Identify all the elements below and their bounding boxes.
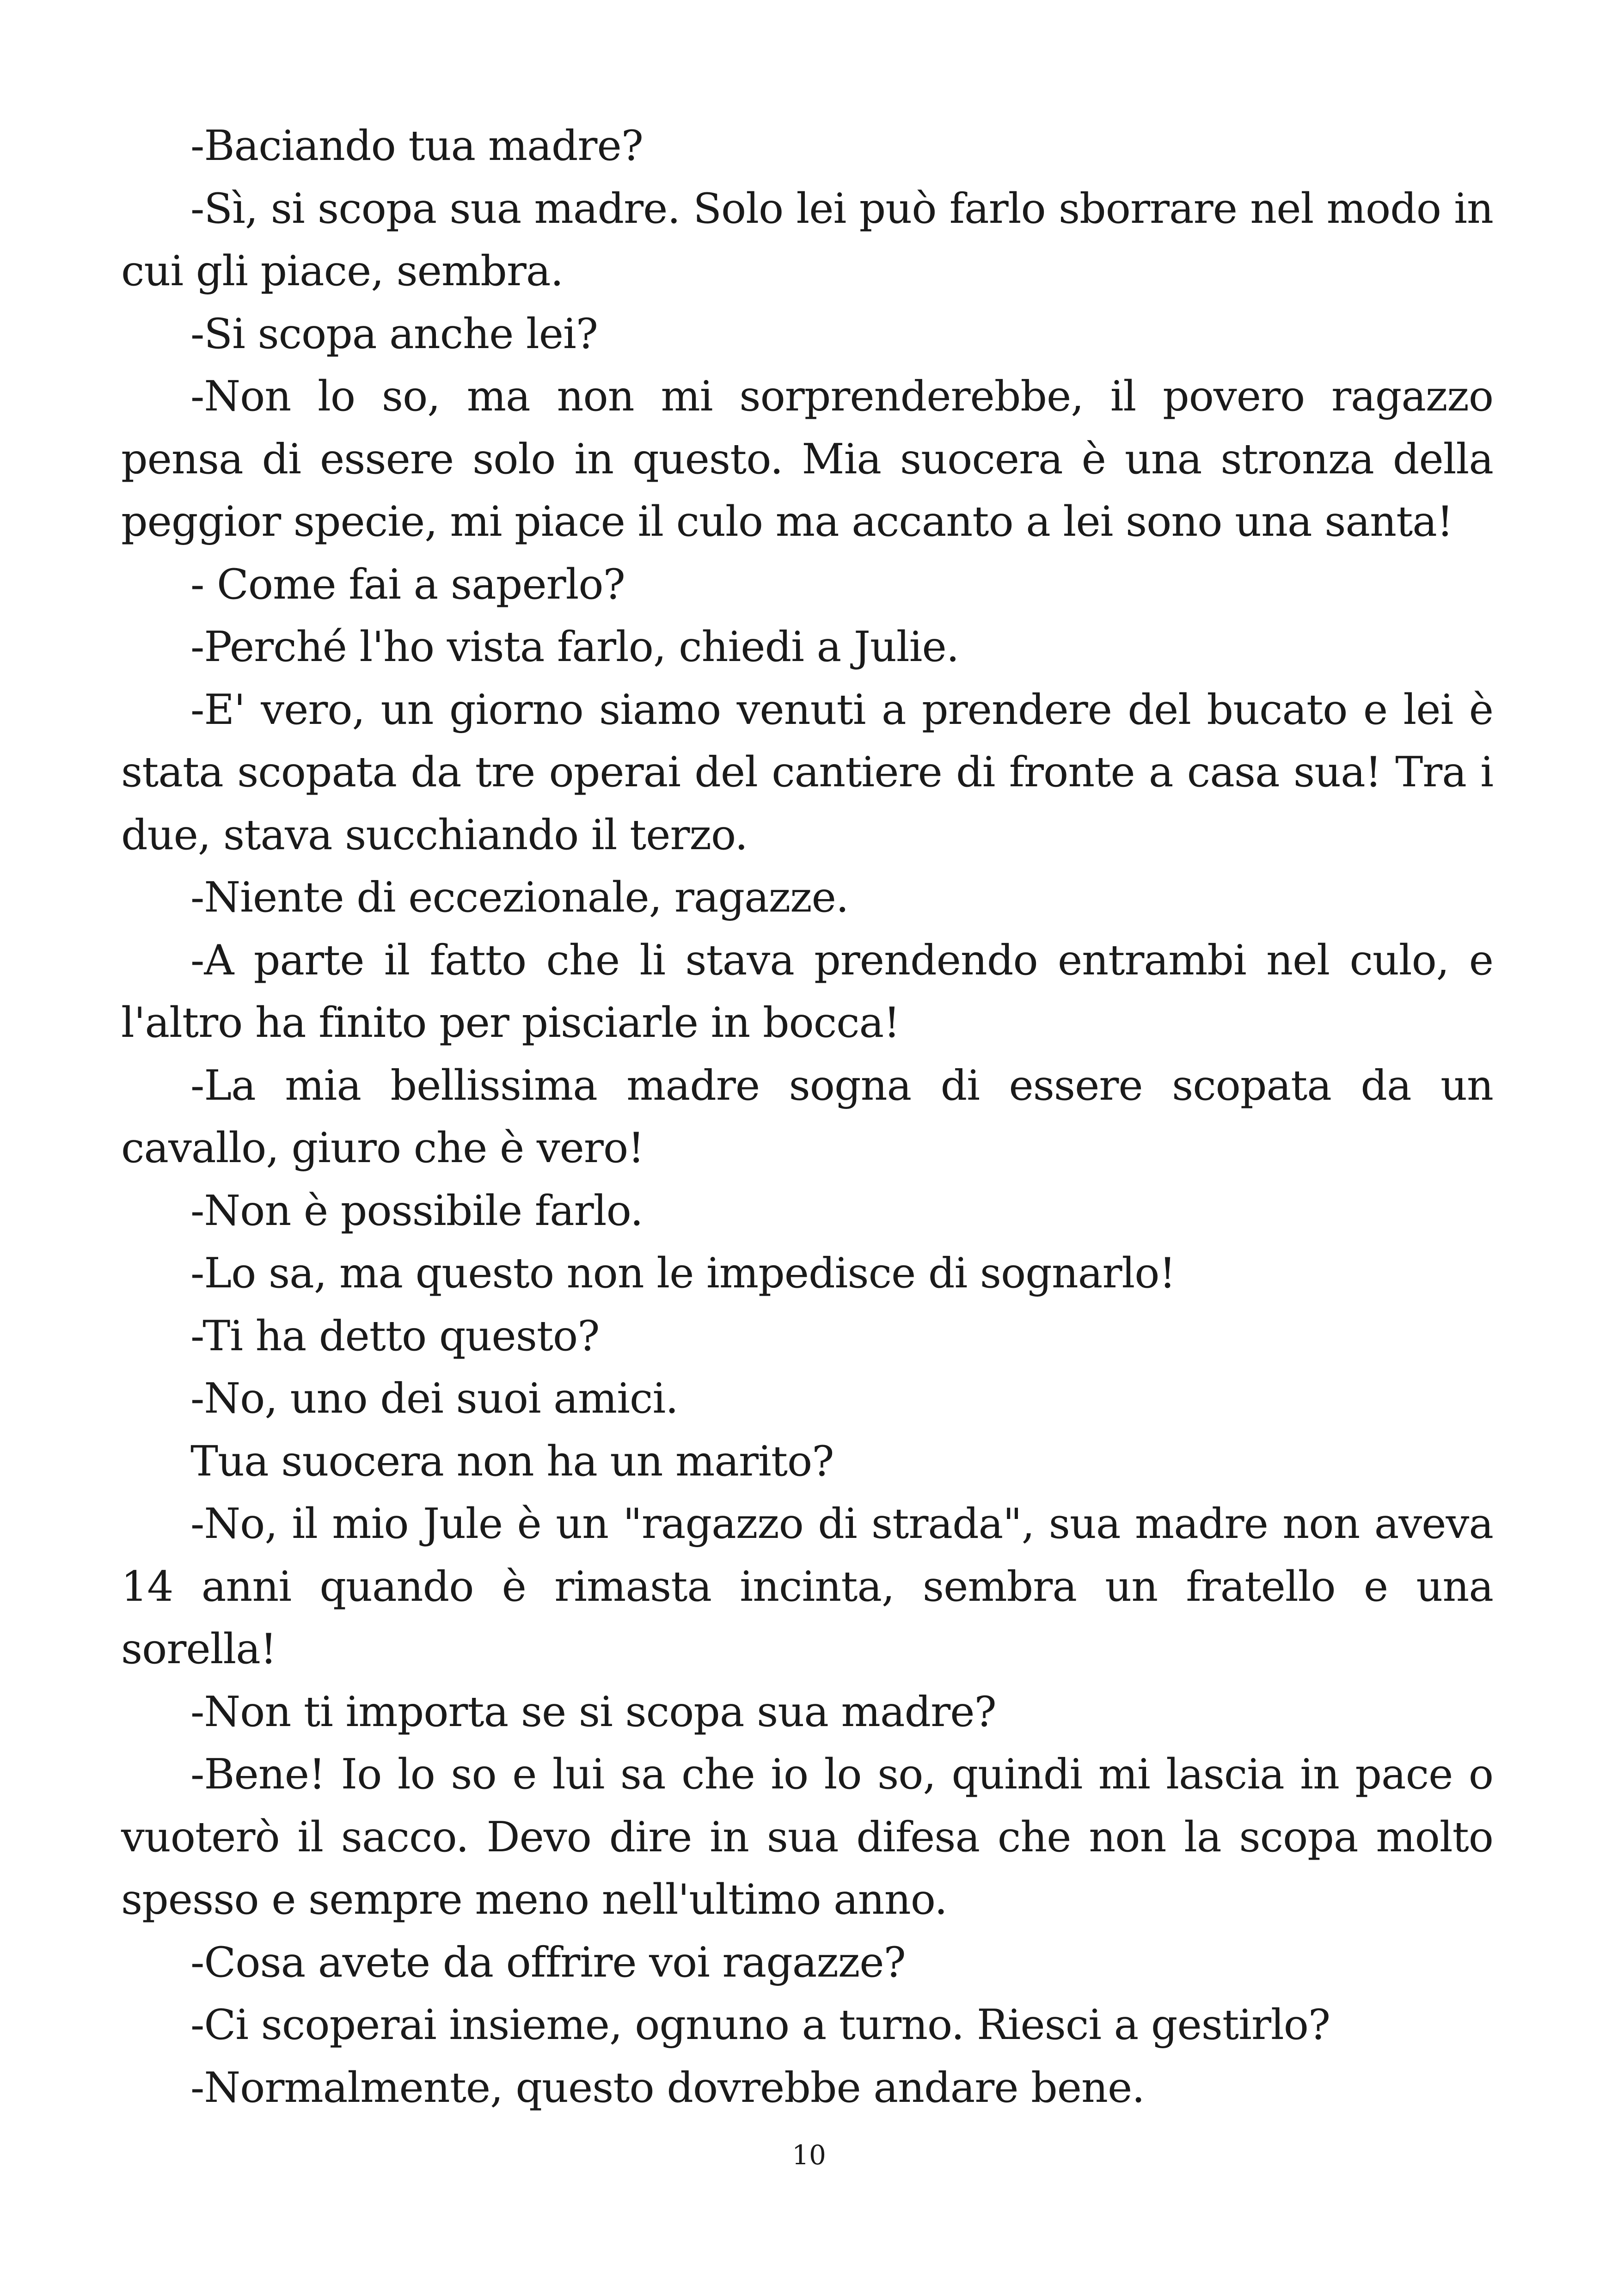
page-number: 10 <box>792 2139 826 2171</box>
paragraph: -Bene! Io lo so e lui sa che io lo so, quindi mi lascia in pace o vuoterò il sacco. Devo dire in sua difesa che non la scopa molto spesso e sempre meno nell'ultimo anno. <box>121 1750 1493 1924</box>
paragraph: -Ci scoperai insieme, ognuno a turno. Riesci a gestirlo? <box>190 2001 1330 2049</box>
paragraph: -No, il mio Jule è un "ragazzo di strada", sua madre non aveva 14 anni quando è rimasta incinta, sembra un fratello e una sorella! <box>121 1500 1493 1673</box>
paragraph: -Sì, si scopa sua madre. Solo lei può farlo sborrare nel modo in cui gli piace, sembra. <box>121 184 1493 295</box>
paragraph: -Niente di eccezionale, ragazze. <box>190 873 849 922</box>
paragraph: -Baciando tua madre? <box>190 122 643 170</box>
paragraph: -Perché l'ho vista farlo, chiedi a Julie. <box>190 623 959 671</box>
paragraph: -Cosa avete da offrire voi ragazze? <box>190 1938 906 1987</box>
paragraph: -Si scopa anche lei? <box>190 309 598 358</box>
paragraph: -No, uno dei suoi amici. <box>190 1374 678 1423</box>
paragraph: -Normalmente, questo dovrebbe andare bene. <box>190 2063 1145 2112</box>
paragraph: -Non è possibile farlo. <box>190 1186 643 1235</box>
paragraph: -La mia bellissima madre sogna di essere scopata da un cavallo, giuro che è vero! <box>121 1061 1493 1172</box>
paragraph: -Ti ha detto questo? <box>190 1311 600 1360</box>
paragraph: -E' vero, un giorno siamo venuti a prendere del bucato e lei è stata scopata da tre operai del cantiere di fronte a casa sua! Tra i due, stava succhiando il terzo. <box>121 685 1493 859</box>
paragraph: -Non lo so, ma non mi sorprenderebbe, il povero ragazzo pensa di essere solo in questo. Mia suocera è una stronza della peggior specie, mi piace il culo ma accanto a lei sono una santa! <box>121 372 1493 546</box>
body-text <box>121 115 1493 2119</box>
paragraph: -Lo sa, ma questo non le impedisce di sognarlo! <box>190 1249 1176 1298</box>
paragraph: -A parte il fatto che li stava prendendo entrambi nel culo, e l'altro ha finito per pisciarle in bocca! <box>121 936 1493 1047</box>
paragraph: - Come fai a saperlo? <box>190 560 625 609</box>
paragraph: -Non ti importa se si scopa sua madre? <box>190 1687 996 1736</box>
paragraph: Tua suocera non ha un marito? <box>190 1437 834 1486</box>
